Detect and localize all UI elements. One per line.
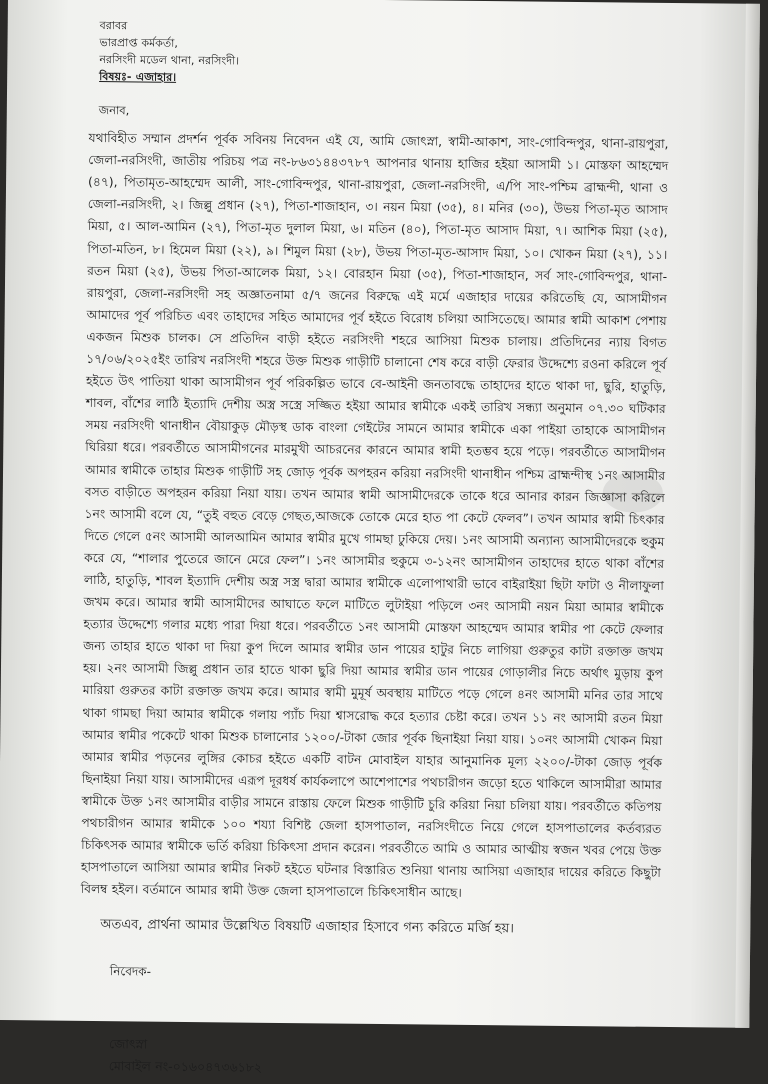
recipient-office: নরসিংদী মডেল থানা, নরসিংদী। (99, 53, 240, 68)
paper-edge (735, 4, 760, 1028)
complaint-letter (79, 17, 670, 1083)
recipient-designation: ভারপ্রাপ্ত কর্মকর্তা, (99, 36, 178, 50)
letter-body: যথাবিহীত সম্মান প্রদর্শন পূর্বক সবিনয় নিবেদন এই যে, আমি জোৎস্না, স্বামী-আকাশ, সাং-গোবিন্দপুর, থানা-রায়পুরা, জেলা-নরসিংদী, জাতীয় পরিচয় পত্র নং-৮৬৩১৪৪৩৭৮৭ আপনার থানায় হাজির হইয়া আসামী ১। মোস্তফা আহম্মেদ (৪৭), পিতামৃত-আহম্মেদ আলী, সাং-গোবিন্দপুর, থানা-রায়পুরা, জেলা-নরসিংদী, এ/পি সাং-পশ্চিম ব্রাহ্মন্দী, থানা ও জেলা-নরসিংদী, ২। জিল্লু প্রধান (২৭), পিতা-শাজাহান, ৩। নয়ন মিয়া (৩৫), ৪। মনির (৩০), উভয় পিতা-মৃত আসাদ মিয়া, ৫। আল-আমিন (২৭), পিতা-মৃত দুলাল মিয়া, ৬। মতিন (৪০), পিতা-মৃত আসাদ মিয়া, ৭। আশিক মিয়া (২৫), পিতা-মতিন, ৮। হিমেল মিয়া (২২), ৯। শিমুল মিয়া (২৮), উভয় পিতা-মৃত-আসাদ মিয়া, ১০। খোকন মিয়া (২৭), ১১। রতন মিয়া (২৫), উভয় পিতা-আলেক মিয়া, ১২। বোরহান মিয়া (৩৫), পিতা-শাজাহান, সর্ব সাং-গোবিন্দপুর, থানা-রায়পুরা, জেলা-নরসিংদী সহ অজ্ঞাতনামা ৫/৭ জনের বিরুদ্ধে এই মর্মে এজাহার দায়ের করিতেছি যে, আসামীগন আমাদের পূর্ব পরিচিত এবং তাহাদের সহিত আমাদের পূর্ব হইতে বিরোধ চলিয়া আসিতেছে। আমার স্বামী আকাশ পেশায় একজন মিশুক চালক। সে প্রতিদিন বাড়ী হইতে নরসিংদী শহরে আসিয়া মিশুক চালায়। প্রতিদিনের ন্যায় বিগত ১৭/০৬/২০২৫ইং তারিখ নরসিংদী শহরে উক্ত মিশুক গাড়ীটি চালানো শেষ করে বাড়ী ফেরার উদ্দেশ্যে রওনা করিলে পূর্ব হইতে উৎ পাতিয়া থাকা আসামীগন পূর্ব পরিকল্পিত ভাবে বে-আইনী জনতাবদ্ধে তাহাদের হাতে থাকা দা, ছুরি, হাতুড়ি, শাবল, বাঁশের লাঠি ইত্যাদি দেশীয় অস্ত্র সস্ত্রে সজ্জিত হইয়া আমার স্বামীকে একই তারিখ সন্ধ্যা অনুমান ০৭.৩০ ঘটিকার সময় নরসিংদী থানাধীন বৌয়াকুড় মৌড়স্থ ডাক বাংলা গেইটের সামনে আমার স্বামীকে একা পাইয়া তাহাকে আসামীগন ঘিরিয়া ধরে। পরবর্তীতে আসামীগনের মারমুখী আচরনের কারনে আমার স্বামী হতম্ভব হয়ে পড়ে। পরবর্তীতে আসামীগন আমার স্বামীকে তাহার মিশুক গাড়ীটি সহ জোড় পূর্বক অপহরন করিয়া নরসিংদী থানাধীন পশ্চিম ব্রাহ্মন্দীস্থ ১নং আসামীর বসত বাড়ীতে অপহরন করিয়া নিয়া যায়। তখন আমার স্বামী আসামীদেরকে তাকে ধরে আনার কারন জিজ্ঞাসা করিলে ১নং আসামী বলে যে, “তুই বহুত বেড়ে গেছত,আজকে তোকে মেরে হাত পা কেটে ফেলব”। তখন আমার স্বামী চিৎকার দিতে গেলে ৫নং আসামী আলআমিন আমার স্বামীর মুখে গামছা ঢুকিয়ে দেয়। ১নং আসামী অন্যান্য আসামীদেরকে হুকুম করে যে, “শালার পুতেরে জানে মেরে ফেল”। ১নং আসামীর হুকুমে ৩-১২নং আসামীগন তাহাদের হাতে থাকা বাঁশের লাঠি, হাতুড়ি, শাবল ইত্যাদি দেশীয় অস্ত্র সস্ত্র দ্বারা আমার স্বামীকে এলোপাথারী ভাবে বাইরাইয়া ছিটা ফাটা ও নীলাফুলা জখম করে। আমার স্বামী আসামীদের আঘাতে ফলে মাটিতে লুটাইয়া পড়িলে ৩নং আসামী নয়ন মিয়া আমার স্বামীকে হত্যার উদ্দেশ্যে গলার মধ্যে পারা দিয়া ধরে। পরবর্তীতে ১নং আসামী মোস্তফা আহম্মেদ আমার স্বামীর পা কেটে ফেলার জন্য তাহার হাতে থাকা দা দিয়া কুপ দিলে আমার স্বামীর ডান পায়ের হাটুর নিচে লাগিয়া গুরুতুর কাটা রক্তাক্ত জখম হয়। ২নং আসামী জিল্লু প্রধান তার হাতে থাকা ছুরি দিয়া আমার স্বামীর ডান পায়ের গোড়ালীর নিচে অর্থাৎ মুড়ায় কুপ মারিয়া গুরুতর কাটা রক্তাক্ত জখম করে। আমার স্বামী মুমূর্ষ অবস্থায় মাটিতে পড়ে গেলে ৪নং আসামী মনির তার সাথে থাকা গামছা দিয়া আমার স্বামীকে গলায় প্যাঁচ দিয়া শ্বাসরোদ্ধ করে হত্যার চেষ্টা করে। তখন ১১ নং আসামী রতন মিয়া আমার স্বামীর পকেটে থাকা মিশুক চালানোর ১২০০/-টাকা জোর পূর্বক ছিনাইয়া নিয়া যায়। ১০নং আসামী খোকন মিয়া আমার স্বামীর পড়নের লুঙ্গির কোচর হইতে একটি বাটন মোবাইল যাহার আনুমানিক মূল্য ২২০০/-টাকা জোড় পূর্বক ছিনাইয়া নিয়া যায়। আসামীদের এরূপ দূরধর্ষ কার্যকলাপে আশেপাশের পথচারীগন জড়ো হতে থাকিলে আসামীরা আমার স্বামীকে উক্ত ১নং আসামীর বাড়ীর সামনে রাস্তায় ফেলে মিশুক গাড়ীটি চুরি করিয়া নিয়া চলিয়া যায়। পরবর্তীতে কতিপয় পথচারীগন আমার স্বামীকে ১০০ শয্যা বিশিষ্ট জেলা হাসপাতাল, নরসিংদীতে নিয়ে গেলে হাসপাতালের কর্তব্যরত চিকিৎসক আমার স্বামীকে ভর্তি করিয়া চিকিৎসা প্রদান করেন। পরবর্তীতে আমি ও আমার আত্মীয় স্বজন খবর পেয়ে উক্ত হাসপাতালে আসিয়া আমার স্বামীর নিকট হইতে ঘটনার বিস্তারিত শুনিয়া থানায় আসিয়া এজাহার দায়ের করিতে কিছুটা বিলম্ব হইল। বর্তমানে আমার স্বামী উক্ত জেলা হাসপাতালে চিকিৎসাধীন আছে। (80, 131, 669, 901)
signatory-label: নিবেদক- (109, 964, 152, 980)
recipient-label: বরাবর (99, 19, 128, 33)
greeting: জনাব, (98, 103, 130, 118)
signatory-mobile: মোবাইল নং-০১৬০৪৭৩৬১৮২ (108, 1057, 263, 1075)
signatory-name: জোৎস্না (108, 1035, 148, 1052)
letter-subject: বিষয়ঃ- এজাহার। (99, 70, 177, 84)
closing-request: অতএব, প্রার্থনা আমার উল্লেখিত বিষয়টি এজাহার হিসাবে গন্য করিতে মর্জি হয়। (100, 917, 514, 937)
